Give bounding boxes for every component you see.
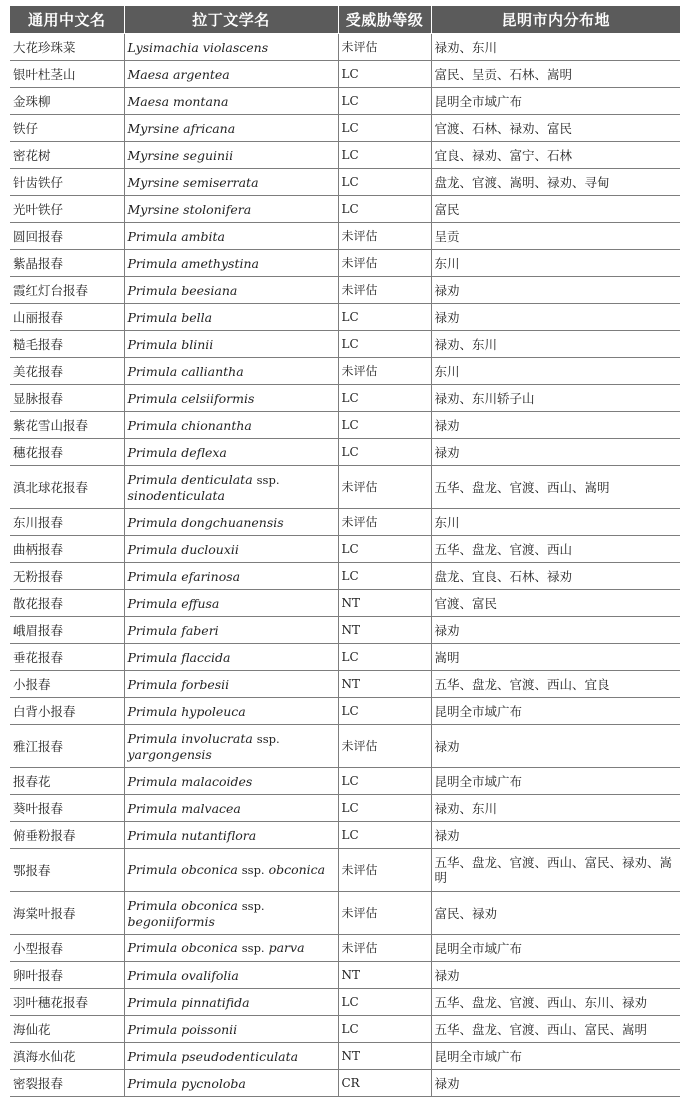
chinese-name-cell: 美花报春 bbox=[10, 358, 124, 385]
table-row bbox=[10, 34, 680, 61]
chinese-name-cell: 羽叶穗花报春 bbox=[10, 989, 124, 1016]
latin-binomial: Maesa argentea bbox=[127, 66, 230, 82]
latin-binomial: Primula chionantha bbox=[127, 417, 252, 433]
latin-name-cell bbox=[124, 644, 338, 671]
latin-binomial: Primula obconica bbox=[127, 862, 238, 877]
latin-name-cell bbox=[124, 169, 338, 196]
chinese-name-cell: 卵叶报春 bbox=[10, 962, 124, 989]
distribution-cell: 宜良、禄劝、富宁、石林 bbox=[431, 142, 680, 169]
subspecies-marker: ssp. bbox=[241, 863, 265, 877]
table-row bbox=[10, 563, 680, 590]
table-row bbox=[10, 466, 680, 509]
latin-binomial: Primula hypoleuca bbox=[127, 703, 246, 719]
distribution-cell: 禄劝 bbox=[431, 1070, 680, 1097]
latin-name-cell bbox=[124, 115, 338, 142]
latin-binomial: Primula forbesii bbox=[127, 676, 230, 692]
latin-binomial: Primula malacoides bbox=[127, 773, 253, 789]
table-row bbox=[10, 536, 680, 563]
distribution-cell: 五华、盘龙、官渡、西山、富民、禄劝、嵩明 bbox=[431, 849, 680, 892]
table-row bbox=[10, 822, 680, 849]
chinese-name-cell: 银叶杜茎山 bbox=[10, 61, 124, 88]
latin-name-cell bbox=[124, 671, 338, 698]
chinese-name-cell: 圆回报春 bbox=[10, 223, 124, 250]
latin-name-cell bbox=[124, 34, 338, 61]
chinese-name-cell: 山丽报春 bbox=[10, 304, 124, 331]
latin-name-cell bbox=[124, 466, 338, 509]
latin-name-cell bbox=[124, 385, 338, 412]
table-row bbox=[10, 962, 680, 989]
threat-status-cell: CR bbox=[338, 1070, 431, 1097]
latin-binomial: Primula bella bbox=[127, 309, 213, 325]
distribution-cell: 禄劝、东川 bbox=[431, 795, 680, 822]
distribution-cell: 禄劝 bbox=[431, 304, 680, 331]
distribution-cell: 禄劝 bbox=[431, 412, 680, 439]
threat-status-cell: NT bbox=[338, 590, 431, 617]
latin-name-cell bbox=[124, 892, 338, 935]
table-header bbox=[10, 6, 680, 34]
threat-status-cell: LC bbox=[338, 331, 431, 358]
latin-name-cell bbox=[124, 822, 338, 849]
latin-name-cell bbox=[124, 439, 338, 466]
latin-name-cell bbox=[124, 196, 338, 223]
distribution-cell: 盘龙、宜良、石林、禄劝 bbox=[431, 563, 680, 590]
latin-name-cell bbox=[124, 698, 338, 725]
chinese-name-cell: 报春花 bbox=[10, 768, 124, 795]
distribution-cell: 禄劝 bbox=[431, 962, 680, 989]
subspecies-epithet: parva bbox=[268, 940, 305, 955]
distribution-cell: 禄劝、东川 bbox=[431, 34, 680, 61]
latin-binomial: Primula flaccida bbox=[127, 649, 231, 665]
latin-name-cell bbox=[124, 563, 338, 590]
latin-binomial: Primula deflexa bbox=[127, 444, 227, 460]
chinese-name-cell: 铁仔 bbox=[10, 115, 124, 142]
threat-status-cell: NT bbox=[338, 962, 431, 989]
table-row bbox=[10, 385, 680, 412]
table-row bbox=[10, 196, 680, 223]
table-row bbox=[10, 331, 680, 358]
latin-binomial: Primula celsiiformis bbox=[127, 390, 255, 406]
latin-binomial: Primula involucrata bbox=[127, 730, 253, 746]
distribution-cell: 禄劝、东川 bbox=[431, 331, 680, 358]
latin-name-cell bbox=[124, 768, 338, 795]
latin-name-cell bbox=[124, 725, 338, 768]
header-threat-level: 受威胁等级 bbox=[338, 6, 431, 34]
threat-status-cell: LC bbox=[338, 61, 431, 88]
threat-status-cell: 未评估 bbox=[338, 250, 431, 277]
header-row bbox=[10, 6, 680, 34]
chinese-name-cell: 鄂报春 bbox=[10, 849, 124, 892]
chinese-name-cell: 峨眉报春 bbox=[10, 617, 124, 644]
distribution-cell: 官渡、富民 bbox=[431, 590, 680, 617]
latin-name-cell bbox=[124, 223, 338, 250]
subspecies-marker: ssp. bbox=[241, 941, 265, 955]
chinese-name-cell: 密裂报春 bbox=[10, 1070, 124, 1097]
threat-status-cell: NT bbox=[338, 617, 431, 644]
distribution-cell: 昆明全市域广布 bbox=[431, 88, 680, 115]
threat-status-cell: LC bbox=[338, 196, 431, 223]
chinese-name-cell: 俯垂粉报春 bbox=[10, 822, 124, 849]
threat-status-cell: LC bbox=[338, 385, 431, 412]
distribution-cell: 五华、盘龙、官渡、西山、东川、禄劝 bbox=[431, 989, 680, 1016]
threat-status-cell: 未评估 bbox=[338, 223, 431, 250]
chinese-name-cell: 散花报春 bbox=[10, 590, 124, 617]
threat-status-cell: LC bbox=[338, 536, 431, 563]
table-body bbox=[10, 34, 680, 1097]
chinese-name-cell: 显脉报春 bbox=[10, 385, 124, 412]
chinese-name-cell: 葵叶报春 bbox=[10, 795, 124, 822]
threat-status-cell: LC bbox=[338, 563, 431, 590]
table-row bbox=[10, 1043, 680, 1070]
latin-name-cell bbox=[124, 590, 338, 617]
latin-binomial: Myrsine stolonifera bbox=[127, 201, 252, 217]
chinese-name-cell: 金珠柳 bbox=[10, 88, 124, 115]
latin-binomial: Primula dongchuanensis bbox=[127, 514, 284, 530]
latin-binomial: Maesa montana bbox=[127, 93, 229, 109]
latin-binomial: Primula efarinosa bbox=[127, 568, 241, 584]
table-row bbox=[10, 115, 680, 142]
chinese-name-cell: 滇海水仙花 bbox=[10, 1043, 124, 1070]
chinese-name-cell: 小报春 bbox=[10, 671, 124, 698]
table-row bbox=[10, 250, 680, 277]
distribution-cell: 禄劝 bbox=[431, 439, 680, 466]
latin-name-cell bbox=[124, 304, 338, 331]
chinese-name-cell: 穗花报春 bbox=[10, 439, 124, 466]
latin-name-cell bbox=[124, 358, 338, 385]
chinese-name-cell: 小型报春 bbox=[10, 935, 124, 962]
table-row bbox=[10, 1016, 680, 1043]
chinese-name-cell: 白背小报春 bbox=[10, 698, 124, 725]
latin-name-cell bbox=[124, 1070, 338, 1097]
table-row bbox=[10, 439, 680, 466]
threat-status-cell: 未评估 bbox=[338, 892, 431, 935]
latin-binomial: Primula calliantha bbox=[127, 363, 244, 379]
threat-status-cell: NT bbox=[338, 671, 431, 698]
latin-binomial: Myrsine seguinii bbox=[127, 147, 234, 163]
threat-status-cell: LC bbox=[338, 115, 431, 142]
chinese-name-cell: 霞红灯台报春 bbox=[10, 277, 124, 304]
subspecies-epithet: begoniiformis bbox=[127, 913, 215, 929]
latin-binomial: Primula ambita bbox=[127, 228, 225, 244]
distribution-cell: 昆明全市域广布 bbox=[431, 698, 680, 725]
subspecies-marker: ssp. bbox=[241, 898, 265, 913]
chinese-name-cell: 垂花报春 bbox=[10, 644, 124, 671]
latin-binomial: Primula obconica bbox=[127, 897, 238, 913]
threat-status-cell: NT bbox=[338, 1043, 431, 1070]
latin-binomial: Primula pinnatifida bbox=[127, 994, 250, 1010]
table-row bbox=[10, 795, 680, 822]
chinese-name-cell: 曲柄报春 bbox=[10, 536, 124, 563]
threat-status-cell: LC bbox=[338, 169, 431, 196]
table-row bbox=[10, 849, 680, 892]
table-row bbox=[10, 671, 680, 698]
latin-name-cell bbox=[124, 962, 338, 989]
latin-binomial: Primula effusa bbox=[127, 595, 220, 611]
distribution-cell: 五华、盘龙、官渡、西山、嵩明 bbox=[431, 466, 680, 509]
distribution-cell: 五华、盘龙、官渡、西山 bbox=[431, 536, 680, 563]
latin-name-cell bbox=[124, 509, 338, 536]
subspecies-marker: ssp. bbox=[256, 472, 280, 487]
table-row bbox=[10, 768, 680, 795]
latin-binomial: Primula denticulata bbox=[127, 471, 253, 487]
threat-status-cell: LC bbox=[338, 768, 431, 795]
distribution-cell: 昆明全市域广布 bbox=[431, 768, 680, 795]
threat-status-cell: 未评估 bbox=[338, 466, 431, 509]
chinese-name-cell: 雅江报春 bbox=[10, 725, 124, 768]
distribution-cell: 禄劝、东川轿子山 bbox=[431, 385, 680, 412]
distribution-cell: 嵩明 bbox=[431, 644, 680, 671]
latin-name-cell bbox=[124, 536, 338, 563]
chinese-name-cell: 针齿铁仔 bbox=[10, 169, 124, 196]
threat-status-cell: 未评估 bbox=[338, 358, 431, 385]
latin-binomial: Myrsine semiserrata bbox=[127, 174, 259, 190]
distribution-cell: 东川 bbox=[431, 250, 680, 277]
threat-status-cell: LC bbox=[338, 989, 431, 1016]
latin-binomial: Primula pycnoloba bbox=[127, 1075, 246, 1091]
chinese-name-cell: 光叶铁仔 bbox=[10, 196, 124, 223]
table-row bbox=[10, 277, 680, 304]
threat-status-cell: LC bbox=[338, 795, 431, 822]
header-distribution: 昆明市内分布地 bbox=[431, 6, 680, 34]
latin-name-cell bbox=[124, 849, 338, 892]
threat-status-cell: 未评估 bbox=[338, 725, 431, 768]
threat-status-cell: 未评估 bbox=[338, 935, 431, 962]
latin-name-cell bbox=[124, 795, 338, 822]
subspecies-epithet: yargongensis bbox=[127, 746, 212, 762]
chinese-name-cell: 滇北球花报春 bbox=[10, 466, 124, 509]
latin-binomial: Primula beesiana bbox=[127, 282, 238, 298]
distribution-cell: 禄劝 bbox=[431, 617, 680, 644]
distribution-cell: 禄劝 bbox=[431, 725, 680, 768]
table-row bbox=[10, 358, 680, 385]
distribution-cell: 官渡、石林、禄劝、富民 bbox=[431, 115, 680, 142]
distribution-cell: 五华、盘龙、官渡、西山、富民、嵩明 bbox=[431, 1016, 680, 1043]
distribution-cell: 五华、盘龙、官渡、西山、宜良 bbox=[431, 671, 680, 698]
latin-binomial: Primula poissonii bbox=[127, 1021, 238, 1037]
latin-name-cell bbox=[124, 142, 338, 169]
distribution-cell: 昆明全市域广布 bbox=[431, 935, 680, 962]
table-row bbox=[10, 142, 680, 169]
table-row bbox=[10, 412, 680, 439]
threat-status-cell: LC bbox=[338, 142, 431, 169]
species-table-container bbox=[10, 6, 680, 1097]
table-row bbox=[10, 88, 680, 115]
latin-binomial: Myrsine africana bbox=[127, 120, 236, 136]
threat-status-cell: LC bbox=[338, 1016, 431, 1043]
threat-status-cell: LC bbox=[338, 439, 431, 466]
chinese-name-cell: 东川报春 bbox=[10, 509, 124, 536]
subspecies-marker: ssp. bbox=[256, 731, 280, 746]
chinese-name-cell: 大花珍珠菜 bbox=[10, 34, 124, 61]
header-chinese-name: 通用中文名 bbox=[10, 6, 124, 34]
latin-name-cell bbox=[124, 1043, 338, 1070]
latin-name-cell bbox=[124, 1016, 338, 1043]
table-row bbox=[10, 892, 680, 935]
species-table bbox=[10, 6, 680, 1097]
table-row bbox=[10, 644, 680, 671]
threat-status-cell: LC bbox=[338, 412, 431, 439]
latin-binomial: Lysimachia violascens bbox=[127, 39, 269, 55]
latin-binomial: Primula pseudodenticulata bbox=[127, 1048, 299, 1064]
table-row bbox=[10, 935, 680, 962]
table-row bbox=[10, 1070, 680, 1097]
threat-status-cell: LC bbox=[338, 698, 431, 725]
latin-name-cell bbox=[124, 412, 338, 439]
chinese-name-cell: 密花树 bbox=[10, 142, 124, 169]
distribution-cell: 呈贡 bbox=[431, 223, 680, 250]
latin-name-cell bbox=[124, 935, 338, 962]
table-row bbox=[10, 989, 680, 1016]
table-row bbox=[10, 617, 680, 644]
latin-binomial: Primula nutantiflora bbox=[127, 827, 257, 843]
table-row bbox=[10, 509, 680, 536]
latin-name-cell bbox=[124, 61, 338, 88]
chinese-name-cell: 糙毛报春 bbox=[10, 331, 124, 358]
latin-name-cell bbox=[124, 250, 338, 277]
latin-name-cell bbox=[124, 88, 338, 115]
latin-binomial: Primula amethystina bbox=[127, 255, 259, 271]
threat-status-cell: 未评估 bbox=[338, 509, 431, 536]
threat-status-cell: 未评估 bbox=[338, 277, 431, 304]
threat-status-cell: 未评估 bbox=[338, 849, 431, 892]
latin-binomial: Primula ovalifolia bbox=[127, 967, 239, 983]
distribution-cell: 东川 bbox=[431, 509, 680, 536]
threat-status-cell: LC bbox=[338, 822, 431, 849]
threat-status-cell: LC bbox=[338, 88, 431, 115]
table-row bbox=[10, 698, 680, 725]
latin-binomial: Primula malvacea bbox=[127, 800, 241, 816]
latin-name-cell bbox=[124, 331, 338, 358]
latin-binomial: Primula blinii bbox=[127, 336, 214, 352]
latin-binomial: Primula obconica bbox=[127, 940, 238, 955]
distribution-cell: 昆明全市域广布 bbox=[431, 1043, 680, 1070]
table-row bbox=[10, 223, 680, 250]
threat-status-cell: LC bbox=[338, 304, 431, 331]
latin-binomial: Primula duclouxii bbox=[127, 541, 239, 557]
chinese-name-cell: 无粉报春 bbox=[10, 563, 124, 590]
distribution-cell: 富民 bbox=[431, 196, 680, 223]
table-row bbox=[10, 169, 680, 196]
header-latin-name: 拉丁文学名 bbox=[124, 6, 338, 34]
table-row bbox=[10, 304, 680, 331]
chinese-name-cell: 海棠叶报春 bbox=[10, 892, 124, 935]
table-row bbox=[10, 590, 680, 617]
chinese-name-cell: 紫晶报春 bbox=[10, 250, 124, 277]
threat-status-cell: LC bbox=[338, 644, 431, 671]
distribution-cell: 富民、呈贡、石林、嵩明 bbox=[431, 61, 680, 88]
distribution-cell: 禄劝 bbox=[431, 822, 680, 849]
distribution-cell: 东川 bbox=[431, 358, 680, 385]
threat-status-cell: 未评估 bbox=[338, 34, 431, 61]
latin-name-cell bbox=[124, 277, 338, 304]
latin-name-cell bbox=[124, 989, 338, 1016]
subspecies-epithet: sinodenticulata bbox=[127, 487, 225, 503]
chinese-name-cell: 紫花雪山报春 bbox=[10, 412, 124, 439]
latin-binomial: Primula faberi bbox=[127, 622, 219, 638]
table-row bbox=[10, 725, 680, 768]
chinese-name-cell: 海仙花 bbox=[10, 1016, 124, 1043]
subspecies-epithet: obconica bbox=[268, 862, 326, 877]
distribution-cell: 禄劝 bbox=[431, 277, 680, 304]
distribution-cell: 富民、禄劝 bbox=[431, 892, 680, 935]
latin-name-cell bbox=[124, 617, 338, 644]
distribution-cell: 盘龙、官渡、嵩明、禄劝、寻甸 bbox=[431, 169, 680, 196]
table-row bbox=[10, 61, 680, 88]
